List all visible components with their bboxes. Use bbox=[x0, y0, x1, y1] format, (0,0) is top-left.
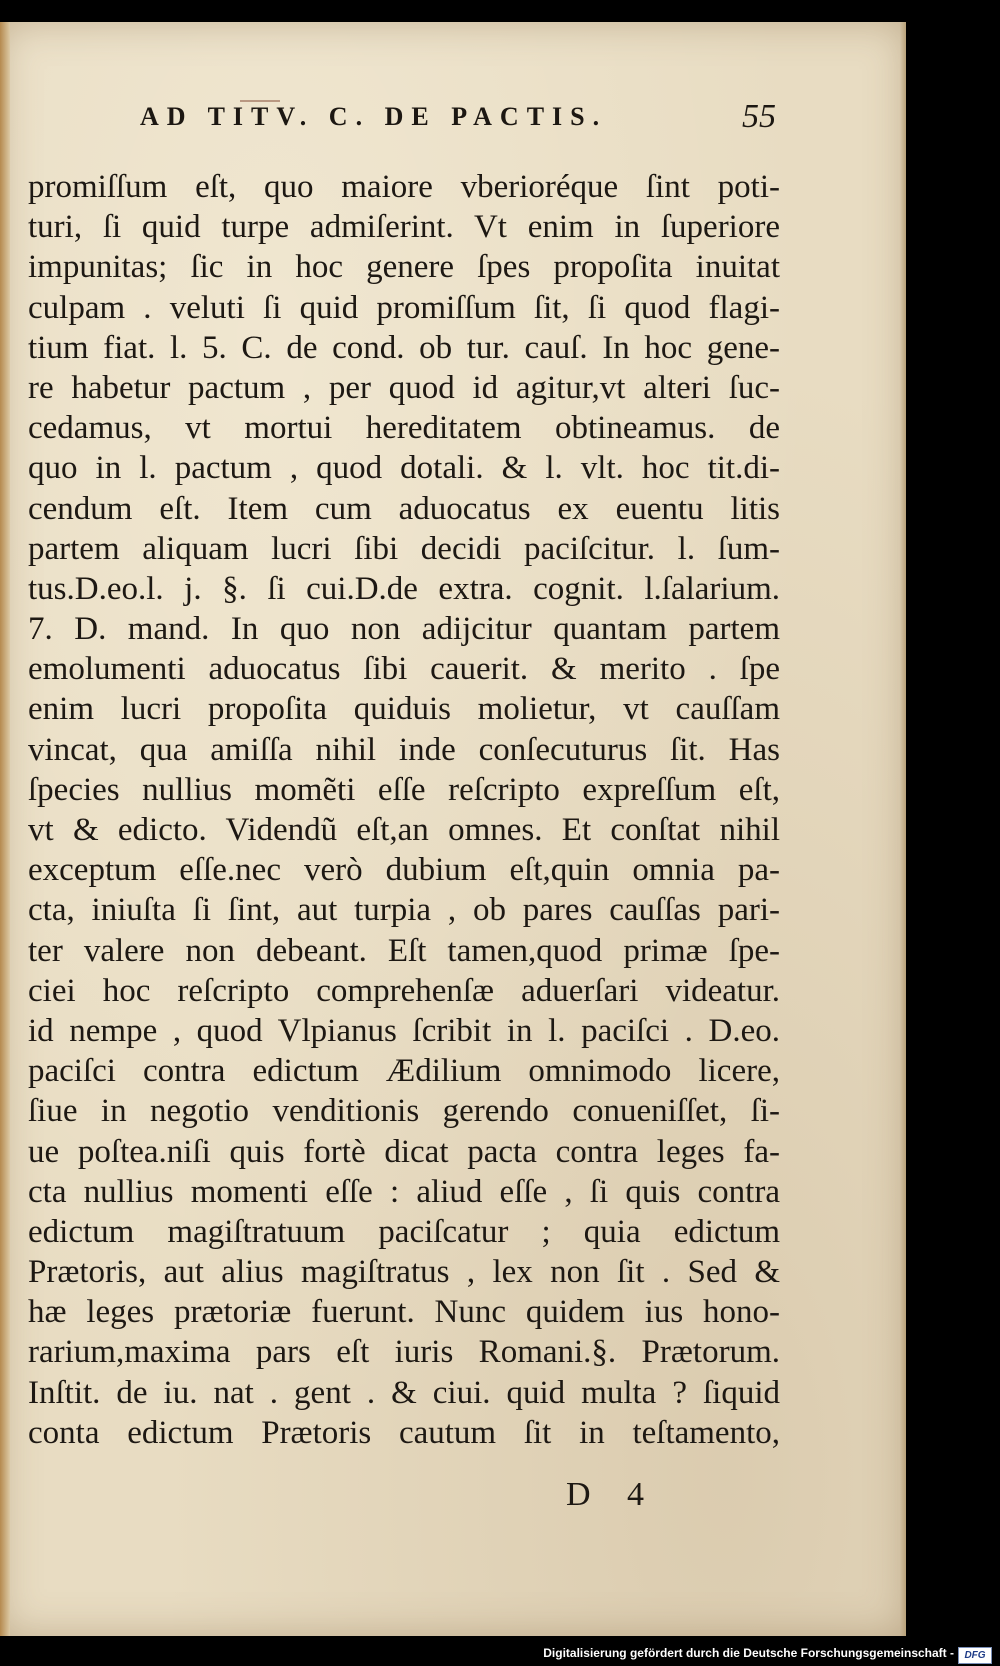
text-line: cendum eſt. Item cum aduocatus ex euentu litis bbox=[28, 490, 780, 527]
text-line: cta nullius momenti eſſe : aliud eſſe , ſi quis contra bbox=[28, 1173, 780, 1210]
dfg-logo: DFG bbox=[958, 1647, 992, 1664]
text-line: id nempe , quod Vlpianus ſcribit in l. paciſci . D.eo. bbox=[28, 1012, 780, 1049]
page-gutter-edge bbox=[0, 22, 10, 1636]
text-line: 7. D. mand. In quo non adijcitur quantam partem bbox=[28, 611, 780, 648]
text-line: re habetur pactum , per quod id agitur,vt alteri ſuc- bbox=[28, 369, 780, 406]
text-line: edictum magiſtratuum paciſcatur ; quia edictum bbox=[28, 1213, 780, 1250]
text-line: ue poſtea.niſi quis fortè dicat pacta contra leges fa- bbox=[28, 1133, 780, 1170]
book-page bbox=[0, 22, 906, 1636]
text-line: exceptum eſſe.nec verò dubium eſt,quin omnia pa- bbox=[28, 852, 780, 889]
text-line: impunitas; ſic in hoc genere ſpes propoſita inuitat bbox=[28, 249, 780, 286]
text-line: vincat, qua amiſſa nihil inde conſecuturus ſit. Has bbox=[28, 731, 780, 768]
running-title: AD TITV. C. DE PACTIS. bbox=[140, 102, 608, 131]
ink-mark bbox=[240, 100, 280, 102]
funding-credit: Digitalisierung gefördert durch die Deutsche Forschungsgemeinschaft - bbox=[543, 1646, 954, 1660]
page-number: 55 bbox=[742, 98, 776, 135]
text-line: cedamus, vt mortui hereditatem obtineamus. de bbox=[28, 410, 780, 447]
text-line: hæ leges prætoriæ fuerunt. Nunc quidem ius hono- bbox=[28, 1294, 780, 1331]
text-line: Prætoris, aut alius magiſtratus , lex non ſit . Sed & bbox=[28, 1254, 780, 1291]
text-line: cta, iniuſta ſi ſint, aut turpia , ob pares cauſſas pari- bbox=[28, 892, 780, 929]
text-line: quo in l. pactum , quod dotali. & l. vlt. hoc tit.di- bbox=[28, 450, 780, 487]
text-line: culpam . veluti ſi quid promiſſum ſit, ſi quod flagi- bbox=[28, 289, 780, 326]
signature-mark: D 4 bbox=[566, 1476, 659, 1513]
text-line: emolumenti aduocatus ſibi cauerit. & merito . ſpe bbox=[28, 651, 780, 688]
text-line: partem aliquam lucri ſibi decidi paciſcitur. l. ſum- bbox=[28, 530, 780, 567]
text-line: tium fiat. l. 5. C. de cond. ob tur. cauſ. In hoc gene- bbox=[28, 329, 780, 366]
body-text bbox=[28, 167, 780, 1453]
text-line: enim lucri propoſita quiduis molietur, vt cauſſam bbox=[28, 691, 780, 728]
text-line: rarium,maxima pars eſt iuris Romani.§. Prætorum. bbox=[28, 1334, 780, 1371]
text-line: tus.D.eo.l. j. §. ſi cui.D.de extra. cognit. l.ſalarium. bbox=[28, 570, 780, 607]
text-line: turi, ſi quid turpe admiſerint. Vt enim in ſuperiore bbox=[28, 209, 780, 246]
text-line: ciei hoc reſcripto comprehenſæ aduerſari videatur. bbox=[28, 972, 780, 1009]
footer-bar bbox=[0, 1644, 1000, 1666]
text-line: paciſci contra edictum Ædilium omnimodo licere, bbox=[28, 1053, 780, 1090]
text-line: Inſtit. de iu. nat . gent . & ciui. quid multa ? ſiquid bbox=[28, 1374, 780, 1411]
page-right-edge bbox=[900, 22, 906, 1636]
text-line: conta edictum Prætoris cautum ſit in teſtamento, bbox=[28, 1414, 780, 1451]
running-head bbox=[0, 98, 906, 142]
text-line: vt & edicto. Videndũ eſt,an omnes. Et conſtat nihil bbox=[28, 812, 780, 848]
text-line: ter valere non debeant. Eſt tamen,quod primæ ſpe- bbox=[28, 932, 780, 969]
text-line: ſpecies nullius momẽti eſſe reſcripto expreſſum eſt, bbox=[28, 771, 780, 808]
text-line: promiſſum eſt, quo maiore vberioréque ſint poti- bbox=[28, 169, 780, 205]
text-line: ſiue in negotio venditionis gerendo conueniſſet, ſi- bbox=[28, 1093, 780, 1130]
